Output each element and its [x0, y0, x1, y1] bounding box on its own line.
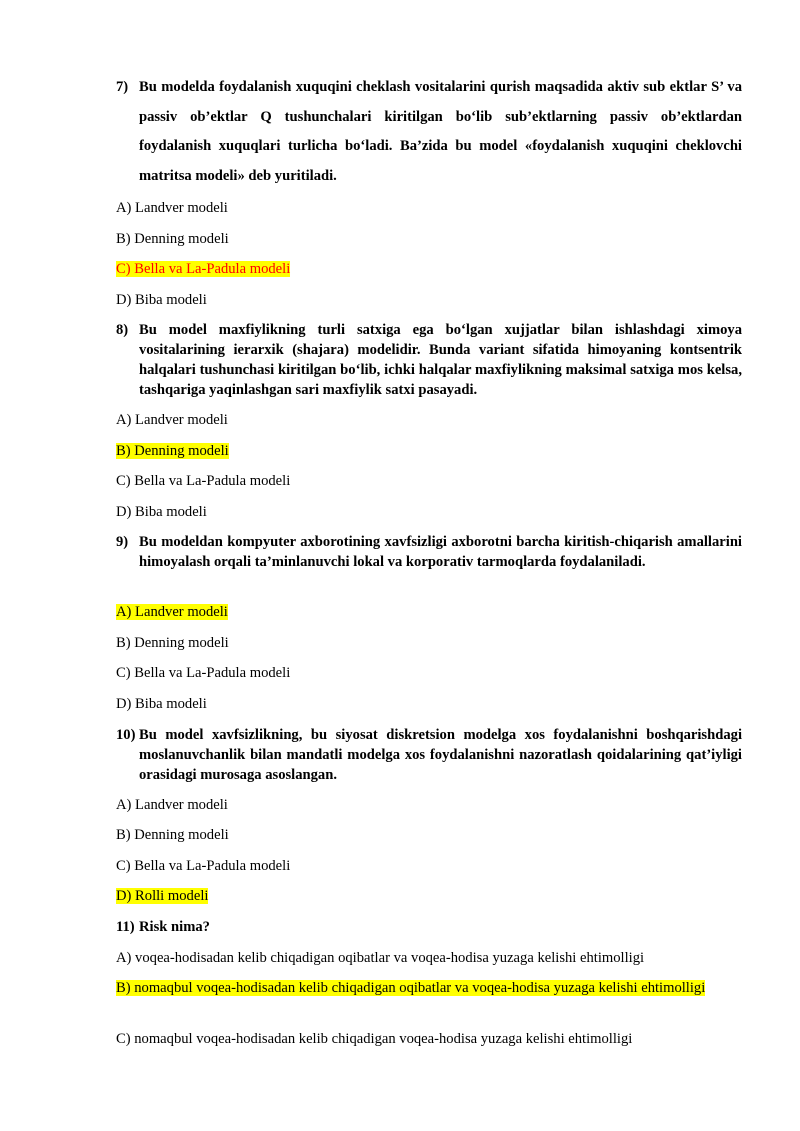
highlighted-answer: A) Landver modeli	[116, 604, 228, 620]
question-11	[116, 917, 742, 937]
option-b-correct	[116, 441, 742, 461]
question-7	[116, 73, 742, 191]
highlighted-answer: B) nomaqbul voqea-hodisadan kelib chiqadigan oqibatlar va voqea-hodisa yuzaga kelishi ehtimolligi	[116, 980, 706, 996]
option-c-correct	[116, 259, 742, 279]
option-b-correct	[116, 978, 742, 998]
question-number: 8)	[116, 322, 129, 338]
option-b: B) Denning modeli	[116, 635, 229, 651]
option-a: A) Landver modeli	[116, 797, 228, 813]
question-text: Bu model xavfsizlikning, bu siyosat diskretsion modelga xos foydalanishni boshqarishdagi moslanuvchanlik bilan mandatli modelga xos foydalanishni nazoratlash qoidalarining qat’iyligi orasidagi murosaga asoslangan.	[139, 727, 742, 783]
option-c: C) nomaqbul voqea-hodisadan kelib chiqadigan voqea-hodisa yuzaga kelishi ehtimolligi	[116, 1031, 633, 1047]
question-number: 11)	[116, 919, 135, 935]
highlighted-answer: D) Rolli modeli	[116, 888, 209, 904]
option-a: A) Landver modeli	[116, 200, 228, 216]
option-a: A) voqea-hodisadan kelib chiqadigan oqibatlar va voqea-hodisa yuzaga kelishi ehtimolligi	[116, 950, 645, 966]
option-c: C) Bella va La-Padula modeli	[116, 665, 291, 681]
question-text: Bu modelda foydalanish xuquqini cheklash vositalarini qurish maqsadida aktiv sub ektlar S’ va passiv ob’ektlar Q tushunchalari kiritilgan bo‘lib sub’ektlarning passiv ob’ektlardan foydalanish xuquqlari turlicha bo‘ladi. Ba’zida bu model «foydalanish xuquqini cheklovchi matritsa modeli» deb yuritiladi.	[139, 79, 742, 184]
question-number: 9)	[116, 534, 129, 550]
question-text: Bu modeldan kompyuter axborotining xavfsizligi axborotni barcha kiritish-chiqarish amallarini himoyalash orqali ta’minlanuvchi lokal va korporativ tarmoqlarda foydalaniladi.	[139, 534, 742, 570]
option-b: B) Denning modeli	[116, 231, 229, 247]
option-a-correct	[116, 602, 742, 622]
option-b: B) Denning modeli	[116, 827, 229, 843]
question-number: 7)	[116, 79, 129, 95]
highlighted-answer: B) Denning modeli	[116, 443, 229, 459]
highlighted-answer: C) Bella va La-Padula modeli	[116, 261, 291, 277]
question-9	[116, 532, 742, 572]
question-10	[116, 725, 742, 785]
option-d: D) Biba modeli	[116, 696, 207, 712]
option-c: C) Bella va La-Padula modeli	[116, 473, 291, 489]
option-a: A) Landver modeli	[116, 412, 228, 428]
question-8	[116, 320, 742, 400]
option-d: D) Biba modeli	[116, 504, 207, 520]
option-d: D) Biba modeli	[116, 292, 207, 308]
question-text: Risk nima?	[139, 919, 210, 935]
option-c: C) Bella va La-Padula modeli	[116, 858, 291, 874]
question-text: Bu model maxfiylikning turli satxiga ega bo‘lgan xujjatlar bilan ishlashdagi ximoya vositalarining ierarxik (shajara) modelidir. Bunda variant sifatida himoyaning kontsentrik halqalari tushunchasi kiritilgan bo‘lib, ichki halqalar maxfiylikning maksimal satxiga mos kelsa, tashqariga yaqinlashgan sari maxfiylik satxi pasayadi.	[139, 322, 742, 398]
option-d-correct	[116, 886, 742, 906]
question-number: 10)	[116, 727, 136, 743]
